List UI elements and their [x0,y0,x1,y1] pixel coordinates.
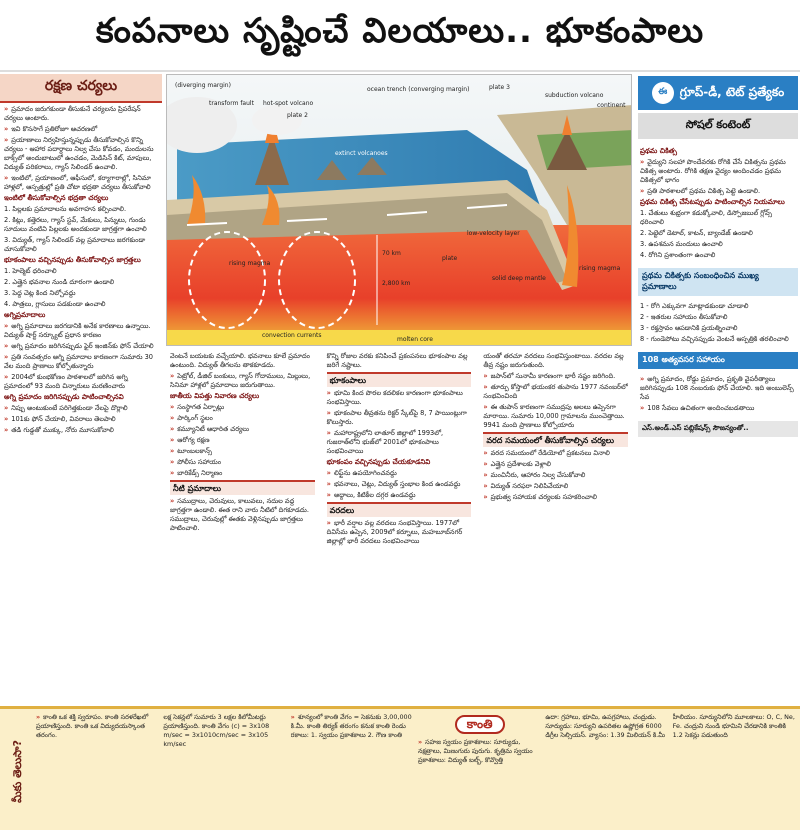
fact-text: ఉదా: గ్రహాలు, భూమి, ఉపగ్రహాలు, చంద్రుడు. సూర్యుడు: సూర్యుని ఉపరితల ఉష్ణోగ్రత 6000 డిగ్రీల సెల్సియస్. వ్యాసం: 1.39 మిలియన్ కి.మీ [545,713,665,739]
label-convection: convection currents [262,332,322,339]
mid-para: » సముద్రాలు, చెరువులు, కాలువలు, నదుల వద్ద జాగ్రత్తగా ఉండాలి. ఈత రాని వారు నీటిలో దిగకూడదు. సముద్రాలు, చెరువుల్లో ఈతకు వెళ్లినప్పుడు జాగ్రత్తలు పాటించాలి. [170,497,315,533]
right-list-item: 1. చేతులు శుభ్రంగా కడుక్కోవాలి, డిస్పోజబుల్ గ్లోవ్స్ ధరించాలి [640,209,773,226]
label-plate3: plate 3 [489,84,510,91]
did-you-know-col [36,713,159,829]
mid-list-item: » టూంబలకాన్స్ [170,447,315,456]
mid-list-item: » భవనాలు, చెట్లు, విద్యుత్ స్తంభాల కింద ఉండవద్దు [327,480,472,489]
did-you-know-col [545,713,668,829]
left-column-text [0,103,162,439]
publisher-credit: ఎస్.అండ్.ఎస్ పబ్లికేషన్స్ సౌజన్యంతో.. [638,421,798,437]
right-list-item: 8 - గుండెపోటు వచ్చినప్పుడు వెంటనే ఆస్పత్రికి తరలించాలి [640,335,789,343]
right-list-item: 2. పెట్టెలో డెటాల్, కాటన్, బ్యాండేజ్ ఉండాలి [640,229,753,237]
right-para: » ప్రతి పాఠశాలలో ప్రథమ చికిత్స పెట్టె ఉండాలి. [640,187,796,196]
mid-para: కొన్ని రోజుల వరకు కనిపించే ప్రకంపనలు భూకంపాల వల్ల జరిగే నష్టాలు. [326,352,468,369]
middle-column-2 [323,350,476,704]
label-continent: continent [597,102,626,109]
fact-text: » శూన్యంలో కాంతి వేగం = సెకనుకు 3,00,000 కి.మీ. కాంతి తిర్యక్ తరంగం కనుక కాంతి రెండు రకాలు: 1. స్వయం ప్రకాశకాలు 2. గౌణ కాంతి [291,713,414,740]
badge-logo: ఈ [652,82,674,104]
label-diverging: (diverging margin) [175,82,231,89]
plate-tectonics-diagram [166,74,632,346]
did-you-know-label-box [0,709,34,830]
mid-list-item: » అద్దాలు, కిటికీల దగ్గర ఉండవద్దు [327,491,472,500]
right-column-text [636,373,800,417]
right-subheading: ప్రథమ చికిత్స చేసేటప్పుడు పాటించాల్సిన నియమాలు [640,198,785,206]
label-transform: transform fault [209,100,254,107]
left-column [0,74,162,704]
right-list-item: 1 - రోగి ఎక్కువగా మాట్లాడకుండా చూడాలి [640,302,749,310]
fact-text: » సహజ స్వయం ప్రకాశకాలు: సూర్యుడు, నక్షత్రాలు, మిణుగురు పురుగు. కృత్రిమ స్వయం ప్రకాశకాలు: విద్యుత్ బల్బ్, కొవ్వొత్తి [418,738,541,765]
right-para: » 108 సేవలు ఉచితంగా అందించబడతాయి [640,404,796,413]
left-para: » అగ్ని ప్రమాదం జరిగినప్పుడు ఫైర్ ఇంజిన్‌కు ఫోన్ చేయాలి [4,342,158,351]
left-column-heading: రక్షణ చర్యలు [0,74,162,103]
did-you-know-strip [0,706,800,830]
left-list-item: 1. హెల్మెట్ ధరించాలి [4,267,57,275]
did-you-know-label: మీకు తెలుసా? [10,739,24,803]
left-list-item: 2. ఎత్తైన భవనాల నుండి దూరంగా ఉండాలి [4,278,115,286]
left-para: » 101కు ఫోన్ చేయాలి, వివరాలు తెలపాలి [4,415,158,424]
left-subheading: అగ్నిప్రమాదాలు [4,311,46,319]
right-list-item: 2 - ఇతరుల సహాయం తీసుకోవాలి [640,313,728,321]
right-list-item: 4. రోగిని ప్రశాంతంగా ఉంచాలి [640,251,716,259]
mid-list-item: » పార్కింగ్ స్థలం [170,414,315,423]
right-bar-heading: ప్రథమ చికిత్సకు సంబంధించిన ముఖ్య ప్రమాణాలు [638,268,798,296]
left-para: » ప్రయాణాలు నిర్వహిస్తున్నప్పుడు తీసుకోవాల్సిన కొన్ని చర్యలు - ఆహార పదార్థాలు నిల్వ చేసు కోవడం, మందులను బాక్స్‌లో అందుబాటులో ఉంచడం, మెడిసిన్‌ కిట్, మాపులు, విద్యుత్ పరికరాలు, గ్యాస్ సిలిండర్ ఉంచాలి. [4,136,158,172]
left-para: » ప్రమాదం జరుగకుండా తీసుకునే చర్యలను ప్రిపరేషన్ చర్యలు అంటారు. [4,105,158,123]
smoke-cloud [252,105,302,135]
mid-list-item: » బారికేడ్స్ నిర్మాణం [170,469,315,478]
left-para: » ఇవి కొనసాగే ప్రతిరోజూ ఆచరణలో [4,125,158,134]
label-rising2: rising magma [579,265,621,272]
right-subheading: ప్రథమ చికిత్స [640,147,677,155]
label-trench: ocean trench (converging margin) [367,86,470,93]
mid-list-item: » సంస్థాగత ఏర్పాట్లు [170,403,315,412]
label-rising1: rising magma [229,260,271,267]
label-plate: plate [442,255,458,262]
mid-list-item: » ఆరోగ్య రక్షణ [170,436,315,445]
label-hotspot: hot-spot volcano [263,100,314,107]
did-you-know-columns [36,713,796,829]
mid-para: » తూర్పు కోస్తాలో భయంకర తుపాను 1977 నవంబర్‌లో సంభవించింది [483,383,628,401]
mid-list-item: » వరద సమయంలో రేడియోలో ప్రకటనలు వినాలి [483,449,628,458]
exam-badge [638,76,798,110]
left-para: » ఇంటిలో, ప్రయాణంలో, ఆఫీసులో, కర్మాగారాల్లో, సినిమా హాళ్లలో, ఆస్పత్రుల్లో ప్రతి చోటా భద్రతా చర్యలు తీసుకోవాలి [4,174,158,192]
left-para: » 2004లో కుంభకోణం పాఠశాలలో జరిగిన అగ్ని ప్రమాదంలో 93 మంది చిన్నారులు మరణించారు [4,373,158,391]
middle-columns [166,350,632,704]
mid-para: » భారీ వర్షాల వల్ల వరదలు సంభవిస్తాయి. 1977లో దివిసీమ ఉప్పెన, 2009లో కర్నూలు, మహబూబ్‌నగర్ జిల్లాల్లో భారీ వరదలు సంభవించాయి [327,519,472,546]
did-you-know-col [673,713,796,829]
diagram-svg [167,75,632,346]
section-badge: సోషల్ కంటెంట్ [638,113,798,139]
mid-subheading: భూకంపం వచ్చినప్పుడు చేయకూడనివి [326,458,431,466]
label-extinct: extinct volcanoes [335,150,388,157]
mid-para: వెంటనే బయటకు వచ్చేయాలి. భవనాలు కూలే ప్రమాదం ఉంటుంది. విద్యుత్ తీగలను తాకకూడదు. [170,352,310,369]
mid-para: » ఈ తుపాన్ కారణంగా సముద్రపు అలలు ఉప్పెనగా మారాయి. సుమారు 10,000 గ్రామాలను ముంచెత్తాయి. 9941 మంది ప్రాణాలు కోల్పోయారు [483,403,628,430]
mid-para: » మహారాష్ట్రలోని లాతూర్ జిల్లాలో 1993లో, గుజరాత్‌లోని భుజ్‌లో 2001లో భూకంపాలు సంభవించాయి [327,429,472,456]
left-subheading: ఇంటిలో తీసుకోవాల్సిన భద్రతా చర్యలు [4,194,109,202]
did-you-know-col [418,713,541,829]
left-subheading: అగ్ని ప్రమాదం జరిగినప్పుడు పాటించాల్సినవి [4,393,124,401]
did-you-know-col [291,713,414,829]
mid-section-heading: నీటి ప్రమాదాలు [170,480,315,495]
mid-para: » జపాన్‌లో సునామీ కారణంగా భారీ నష్టం జరిగింది. [483,372,628,381]
mid-section-heading: వరదలు [327,502,472,517]
mid-list-item: » పోలీసు సహాయం [170,458,315,467]
mid-list-item: » విద్యుత్ సరఫరా నిలిపివేయాలి [483,482,628,491]
label-core: molten core [397,336,433,343]
mid-para: » పెట్రోల్, డీజిల్ బంకులు, గ్యాస్ గోదాములు, మిల్లులు, సినిమా హాళ్లలో ప్రమాదాలు జరుగుతాయి. [170,372,315,390]
mid-para: యంతో తరచూ వరదలు సంభవిస్తుంటాయి. వరదల వల్ల తీవ్ర నష్టం జరుగుతుంది. [483,352,624,369]
left-para: » అగ్ని ప్రమాదాలు జరగడానికి అనేక కారణాలు ఉన్నాయి. విద్యుత్ షార్ట్ సర్క్యూట్ ప్రధాన కారణం [4,322,158,340]
page-headline: కంపనాలు సృష్టించే విలయాలు.. భూకంపాలు [0,0,800,72]
kanthi-badge-wrap [418,715,541,734]
emergency-108-heading: 108 అత్యవసర సహాయం [638,352,798,369]
label-mantle: solid deep mantle [492,275,546,282]
did-you-know-col [163,713,286,829]
right-para: » అగ్ని ప్రమాదం, రోడ్డు ప్రమాదం, ప్రకృతి వైపరీత్యాలు జరిగినప్పుడు 108 నంబరుకు ఫోన్ చేయాలి. ఇది అంబులెన్స్ సేవ [640,375,796,402]
left-list-item: 3. పెద్ద చెట్ల కింద నిల్చోవద్దు [4,289,76,297]
left-list-item: 3. విద్యుత్, గ్యాస్ సిలిండర్ వల్ల ప్రమాదాలు జరగకుండా చూసుకోవాలి [4,236,146,253]
right-list-item: 3 - రక్తస్రావం ఆపడానికి ప్రయత్నించాలి [640,324,738,332]
kanthi-badge: కాంతి [455,715,505,734]
mid-list-item: » ప్రభుత్వ సహాయక చర్యలకు సహకరించాలి [483,493,628,502]
left-para: » తడి గుడ్డతో ముక్కు, నోరు మూసుకోవాలి [4,426,158,435]
right-list-item: 3. ఉపశమన మందులు ఉంచాలి [640,240,723,248]
left-list-item: 1. పిల్లలకు ప్రమాదాలను అవగాహన కల్పించాలి. [4,205,127,213]
fact-text: » కాంతి ఒక శక్తి స్వరూపం. కాంతి సరళరేఖలో ప్రయాణిస్తుంది. కాంతి ఒక విద్యుదయస్కాంత తరంగం. [36,713,159,740]
left-list-item: 4. పాత్రలు, గ్లాసులు పడకుండా ఉంచాలి [4,300,106,308]
mid-para: » భూమి కింద పొరల కదలికల కారణంగా భూకంపాలు సంభవిస్తాయి. [327,389,472,407]
right-column-text [636,143,800,264]
fact-text: లక్ష సెకన్లలో సుమారు 3 లక్షల కిలోమీటర్లు ప్రయాణిస్తుంది. కాంతి వేగం (c) = 3x108 m/sec = 3x1010cm/sec = 3x105 km/sec [163,713,270,748]
mid-list-item: » మంచినీరు, ఆహారం నిల్వ చేసుకోవాలి [483,471,628,480]
mid-section-heading: వరద సమయంలో తీసుకోవాల్సిన చర్యలు [483,432,628,447]
right-column-text [636,300,800,348]
badge-label: గ్రూప్-డీ, టెట్ ప్రత్యేకం [679,84,785,99]
middle-column-3 [479,350,632,704]
left-para: » నిప్పు అంటుకుంటే పరిగెత్తకుండా నేలపై దొర్లాలి [4,404,158,413]
label-plate2: plate 2 [287,112,308,119]
fact-text: హీలియం. సూర్యునిలోని మూలకాలు: O, C, Ne, Fe. చంద్రుని నుండి భూమిని చేరడానికి కాంతికి 1.2 సెకన్లు పడుతుంది [672,713,795,739]
middle-column-1 [166,350,319,704]
left-subheading: భూకంపాలు వచ్చినప్పుడు తీసుకోవాల్సిన జాగ్రత్తలు [4,256,141,264]
label-70km: 70 km [382,250,401,257]
mid-para: » భూకంపాల తీవ్రతను రిక్టర్ స్కేల్‌పై 8, 7 పాయింట్లుగా కొలుస్తారు. [327,409,472,427]
label-lowvel: low-velocity layer [467,230,520,237]
right-para: » వైద్యుని సలహా పొందేవరకు రోగికి చేసే చికిత్సను ప్రథమ చికిత్స అంటారు. రోగికి తక్షణ వైద్యం అందించడం ప్రథమ చికిత్సలో భాగం [640,158,796,185]
mid-subheading: జాతీయ విపత్తు నివారణ చర్యలు [170,392,260,400]
label-subduction: subduction volcano [545,92,604,99]
label-2800km: 2,800 km [382,280,411,287]
left-para: » ప్రతి సంవత్సరం అగ్ని ప్రమాదాల కారణంగా సుమారు 30 వేల మంది ప్రాణాలు కోల్పోతున్నారు [4,353,158,371]
mid-list-item: » ఎత్తైన ప్రదేశాలకు వెళ్లాలి [483,460,628,469]
mid-list-item: » కమ్యూనిటీ ఆధారిత చర్యలు [170,425,315,434]
mid-section-heading: భూకంపాలు [327,372,472,387]
left-list-item: 2. కిట్లు, కత్తెరలు, గ్యాస్ స్టవ్, మేకులు, పిన్నులు, గుండు సూదులు వంటివి పిల్లలకు అందకుండా జాగ్రత్తగా ఉంచాలి [4,216,147,233]
right-column [636,74,800,704]
mid-list-item: » లిఫ్ట్‌ను ఉపయోగించవద్దు [327,469,472,478]
